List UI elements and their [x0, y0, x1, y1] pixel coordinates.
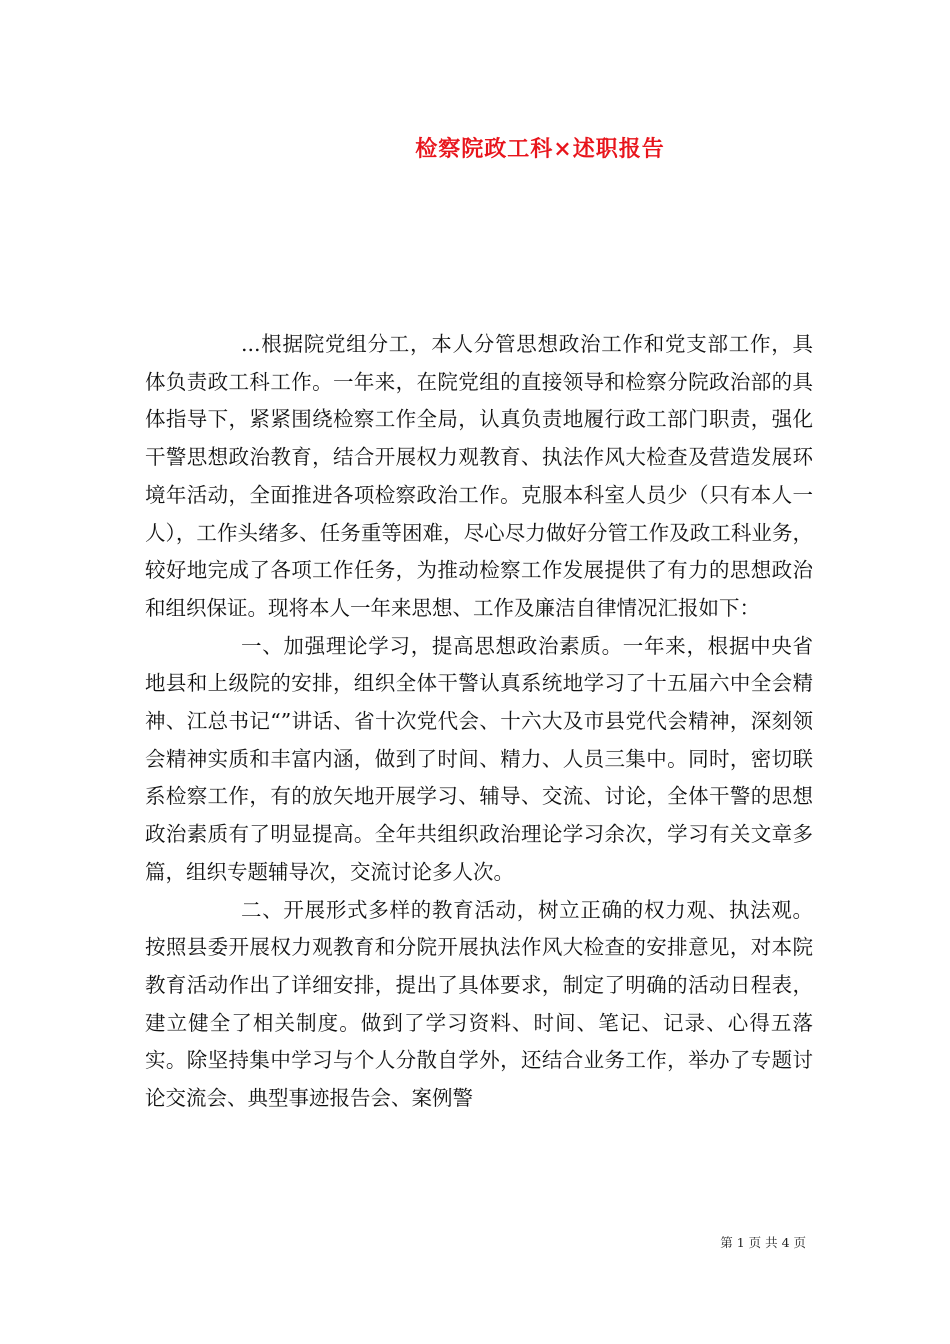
- document-body: [145, 326, 813, 1118]
- page-number: 第 1 页 共 4 页: [720, 1235, 806, 1250]
- paragraph-section-2: 二、开展形式多样的教育活动，树立正确的权力观、执法观。按照县委开展权力观教育和分院开展执法作风大检查的安排意见，对本院教育活动作出了详细安排，提出了具体要求，制定了明确的活动日程表，建立健全了相关制度。做到了学习资料、时间、笔记、记录、心得五落实。除坚持集中学习与个人分散自学外，还结合业务工作，举办了专题讨论交流会、典型事迹报告会、案例警: [145, 897, 813, 1111]
- paragraph-section-1: 一、加强理论学习，提高思想政治素质。一年来，根据中央省地县和上级院的安排，组织全体干警认真系统地学习了十五届六中全会精神、江总书记“”讲话、省十次党代会、十六大及市县党代会精神，深刻领会精神实质和丰富内涵，做到了时间、精力、人员三集中。同时，密切联系检察工作，有的放矢地开展学习、辅导、交流、讨论，全体干警的思想政治素质有了明显提高。全年共组织政治理论学习余次，学习有关文章多篇，组织专题辅导次，交流讨论多人次。: [145, 633, 813, 884]
- paragraph-intro: ...根据院党组分工，本人分管思想政治工作和党支部工作，具体负责政工科工作。一年来，在院党组的直接领导和检察分院政治部的具体指导下，紧紧围绕检察工作全局，认真负责地履行政工部门职责，强化干警思想政治教育，结合开展权力观教育、执法作风大检查及营造发展环境年活动，全面推进各项检察政治工作。克服本科室人员少（只有本人一人），工作头绪多、任务重等困难，尽心尽力做好分管工作及政工科业务，较好地完成了各项工作任务，为推动检察工作发展提供了有力的思想政治和组织保证。现将本人一年来思想、工作及廉洁自律情况汇报如下：: [145, 332, 813, 620]
- document-title: 检察院政工科×述职报告: [415, 136, 665, 162]
